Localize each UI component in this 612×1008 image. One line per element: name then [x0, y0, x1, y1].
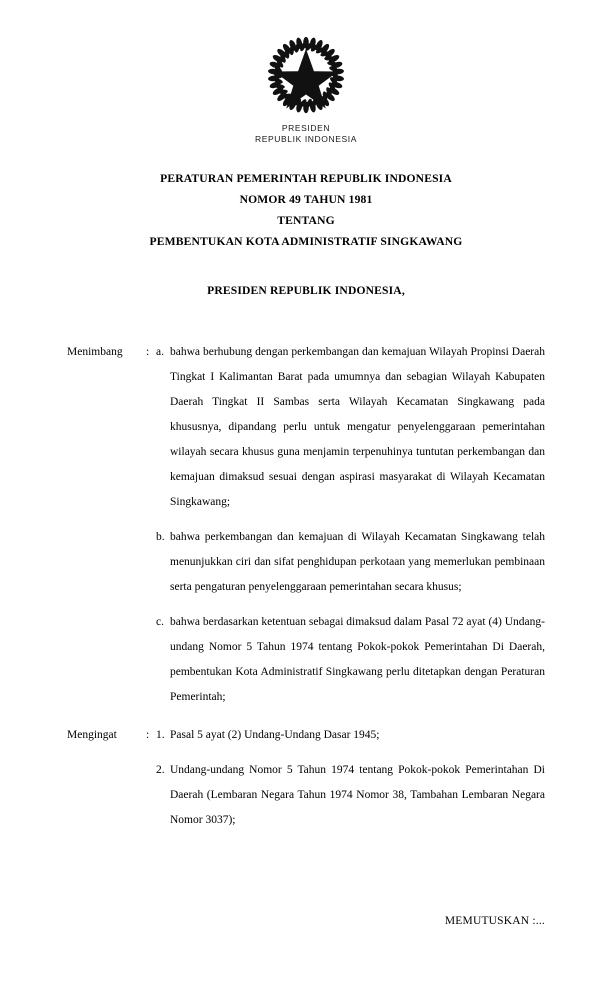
list-marker: 2.	[156, 764, 165, 776]
title-number-year: NOMOR 49 TAHUN 1981	[239, 193, 373, 206]
emblem-caption-line2: REPUBLIK INDONESIA	[255, 134, 357, 144]
issuer-heading: PRESIDEN REPUBLIK INDONESIA,	[207, 284, 405, 297]
emblem-caption	[0, 123, 612, 145]
section-colon: :	[146, 729, 150, 741]
section-menimbang	[67, 340, 545, 710]
emblem-caption-line1: PRESIDEN	[281, 123, 331, 133]
emblem-block	[0, 30, 612, 145]
clause-row	[67, 758, 545, 833]
clause-row	[67, 525, 545, 600]
section-label-mengingat: Mengingat	[67, 729, 117, 741]
list-marker: a.	[156, 346, 164, 358]
clause-text: Undang-undang Nomor 5 Tahun 1974 tentang Pokok-pokok Pemerintahan Di Daerah (Lembaran Negara Tahun 1974 Nomor 38, Tambahan Lembaran Negara Nomor 3037);	[170, 764, 545, 826]
document-body	[67, 340, 545, 833]
section-label-menimbang: Menimbang	[67, 346, 123, 358]
section-colon: :	[146, 346, 150, 358]
list-marker: c.	[156, 616, 164, 628]
clause-row	[67, 610, 545, 710]
clause-text: bahwa berdasarkan ketentuan sebagai dimaksud dalam Pasal 72 ayat (4) Undang-undang Nomor 5 Tahun 1974 tentang Pokok-pokok Pemerintahan Di Daerah, pembentukan Kota Administratif Singkawang perlu ditetapkan dengan Peraturan Pemerintah;	[170, 616, 545, 703]
clause-text: bahwa berhubung dengan perkembangan dan kemajuan Wilayah Propinsi Daerah Tingkat I Kalimantan Barat pada umumnya dan sebagian Wilayah Kabupaten Daerah Tingkat II Sambas serta Wilayah Kecamatan Singkawang pada khususnya, dipandang perlu untuk mengatur penyelenggaraan pemerintahan wilayah secara khusus guna menjamin terpenuhinya tuntutan perkembangan dan kemajuan dimaksud sesuai dengan aspirasi masyarakat di Wilayah Kecamatan Singkawang;	[170, 346, 545, 508]
clause-text: Pasal 5 ayat (2) Undang-Undang Dasar 1945;	[170, 729, 380, 741]
memutuskan-footer: MEMUTUSKAN :...	[444, 915, 545, 927]
list-marker: 1.	[156, 729, 165, 741]
section-mengingat	[67, 723, 545, 833]
title-about-label: TENTANG	[277, 214, 335, 227]
title-regulation-type: PERATURAN PEMERINTAH REPUBLIK INDONESIA	[160, 172, 452, 185]
clause-text: bahwa perkembangan dan kemajuan di Wilayah Kecamatan Singkawang telah menunjukkan ciri dan sifat penghidupan perkotaan yang memerlukan pembinaan serta pengaturan penyelenggaraan pemerintahan secara khusus;	[170, 531, 545, 593]
clause-row	[67, 723, 545, 748]
title-subject: PEMBENTUKAN KOTA ADMINISTRATIF SINGKAWANG	[149, 235, 463, 248]
list-marker: b.	[156, 531, 165, 543]
clause-row	[67, 340, 545, 515]
document-title-block	[0, 168, 612, 252]
garuda-star-wreath-emblem	[258, 30, 354, 120]
